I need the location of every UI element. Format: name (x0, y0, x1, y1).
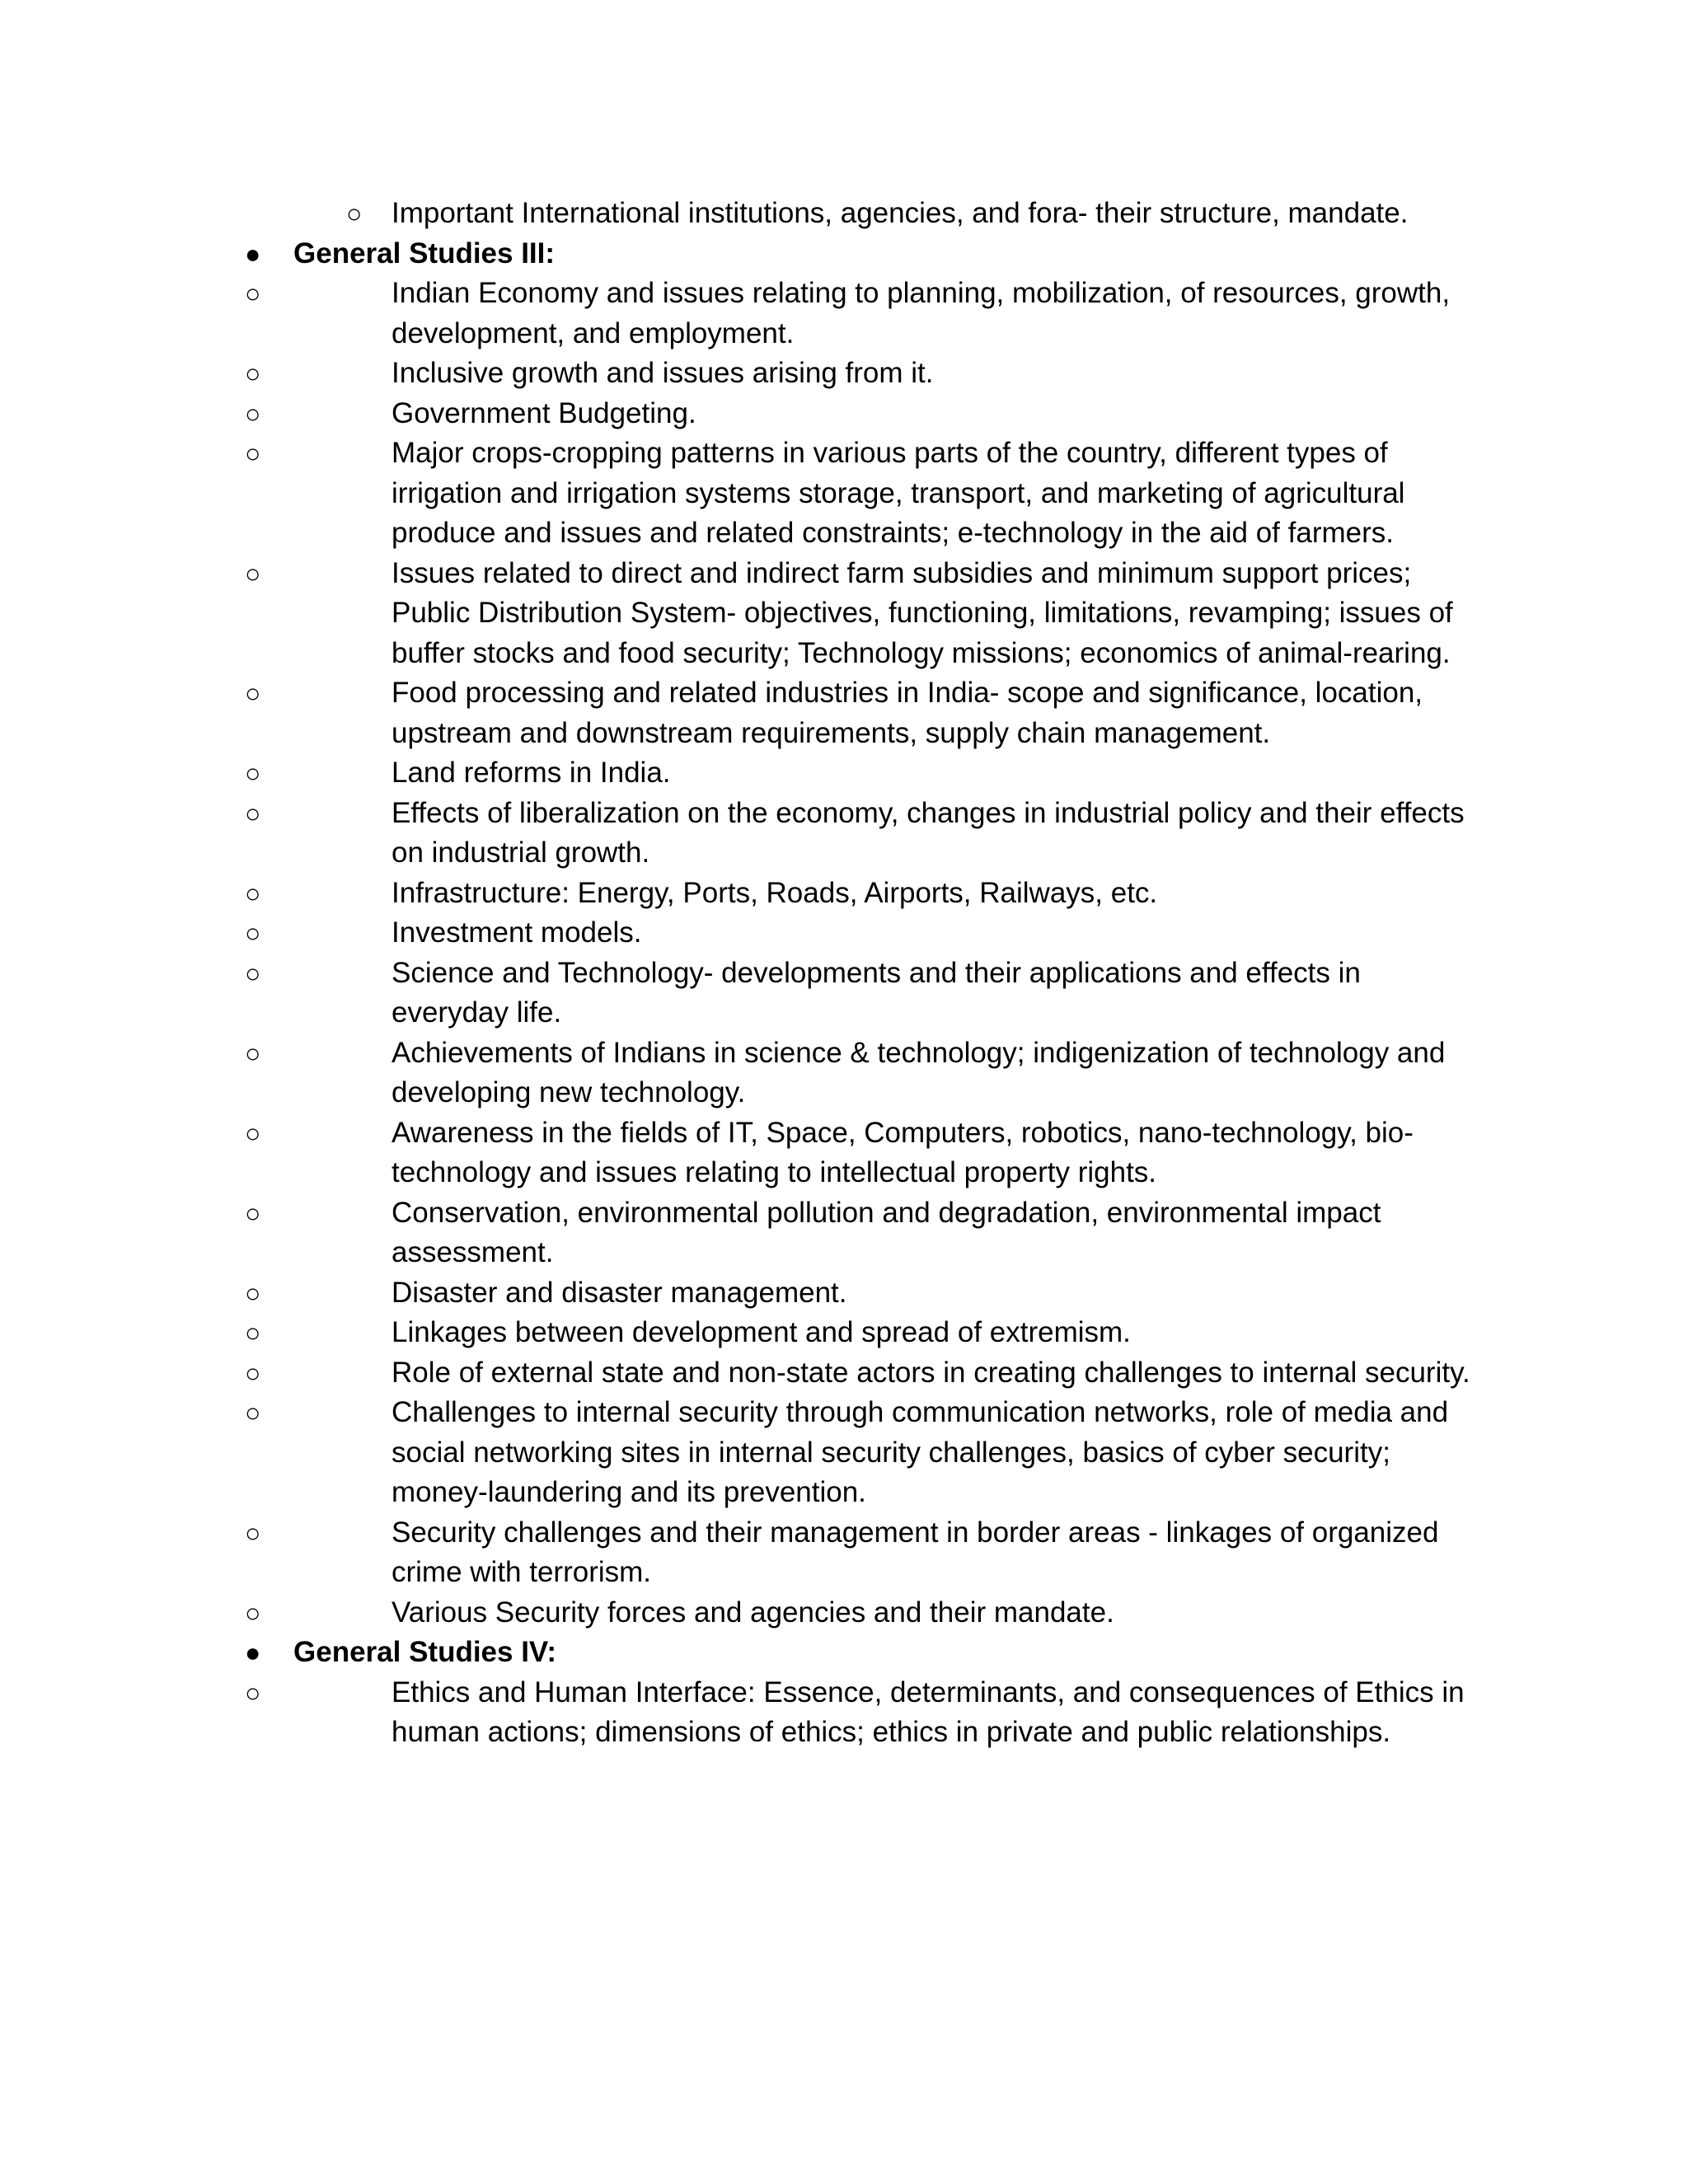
list-item (0, 1273, 1479, 1314)
hollow-bullet-icon: ○ (245, 1197, 261, 1228)
hollow-bullet-icon: ○ (245, 758, 261, 788)
hollow-bullet-icon: ○ (245, 1277, 261, 1308)
list-item-text: Effects of liberalization on the economy, changes in industrial policy and their effects on industrial growth. (392, 796, 1465, 869)
list-item-text: Indian Economy and issues relating to planning, mobilization, of resources, growth, development, and employment. (392, 277, 1451, 349)
list-item-text: Achievements of Indians in science & technology; indigenization of technology and developing new technology. (392, 1036, 1446, 1108)
list-item (0, 394, 1479, 434)
hollow-bullet-icon: ○ (245, 918, 261, 948)
list-item (0, 1513, 1479, 1593)
hollow-bullet-icon: ○ (245, 438, 261, 468)
section-list (0, 234, 1688, 1753)
list-item (0, 1193, 1479, 1273)
list-item (0, 1673, 1479, 1753)
hollow-bullet-icon: ○ (245, 1118, 261, 1148)
hollow-bullet-icon: ○ (245, 878, 261, 908)
list-item-text: Awareness in the fields of IT, Space, Computers, robotics, nano-technology, bio-technology and issues relating to intellectual property rights. (392, 1116, 1414, 1188)
list-item-text: Science and Technology- developments and their applications and effects in everyday life. (392, 956, 1361, 1029)
list-item-text: Infrastructure: Energy, Ports, Roads, Airports, Railways, etc. (392, 876, 1158, 909)
section-title: General Studies III: (293, 237, 556, 269)
hollow-bullet-icon: ○ (346, 199, 363, 228)
list-item-text: Various Security forces and agencies and their mandate. (392, 1596, 1114, 1629)
list-item-text: Food processing and related industries in India- scope and significance, location, upstream and downstream requirements, supply chain management. (392, 677, 1423, 749)
hollow-bullet-icon: ○ (245, 398, 261, 429)
list-item (0, 1353, 1479, 1394)
list-item-text: Security challenges and their management in border areas - linkages of organized crime with terrorism. (392, 1516, 1439, 1588)
filled-bullet-icon: ● (245, 238, 261, 269)
list-item-text: Conservation, environmental pollution and degradation, environmental impact assessment. (392, 1196, 1381, 1268)
list-item-text: Role of external state and non-state actors in creating challenges to internal security. (392, 1356, 1470, 1389)
hollow-bullet-icon: ○ (245, 678, 261, 708)
list-item (0, 554, 1479, 674)
list-item-text: Challenges to internal security through communication networks, role of media and social networking sites in internal security challenges, basics of cyber security; money-laundering and its prevention. (392, 1396, 1449, 1508)
list-item-text: Government Budgeting. (392, 396, 696, 429)
hollow-bullet-icon: ○ (245, 798, 261, 828)
list-item-text: Inclusive growth and issues arising from it. (392, 357, 934, 389)
list-item (0, 434, 1479, 554)
list-item (0, 1113, 1479, 1193)
hollow-bullet-icon: ○ (245, 1677, 261, 1708)
section-items-list (245, 274, 1688, 1633)
list-item-text: Issues related to direct and indirect farm subsidies and minimum support prices; Public Distribution System- objectives, functioning, limitations, revamping; issues of buffer stocks and food security; Technology missions; economics of animal-rearing. (392, 556, 1453, 669)
list-item (0, 673, 1479, 753)
list-item (0, 1593, 1479, 1633)
document-body (0, 194, 1688, 1753)
list-item-text: Land reforms in India. (392, 757, 671, 789)
bullet-list (0, 194, 1688, 234)
filled-bullet-icon: ● (245, 1638, 261, 1667)
hollow-bullet-icon: ○ (245, 958, 261, 988)
list-item-text: Ethics and Human Interface: Essence, determinants, and consequences of Ethics in human actions; dimensions of ethics; ethics in private and public relationships. (392, 1675, 1465, 1748)
section-title: General Studies IV: (293, 1636, 556, 1668)
section-items-list (245, 1673, 1688, 1753)
list-item (0, 913, 1479, 954)
list-item-text: Major crops-cropping patterns in various parts of the country, different types of irrigation and irrigation systems storage, transport, and marketing of agricultural produce and issues and related constraints; e-technology in the aid of farmers. (392, 437, 1405, 549)
list-item-text: Investment models. (392, 916, 642, 949)
hollow-bullet-icon: ○ (245, 1597, 261, 1628)
list-item (0, 794, 1479, 874)
hollow-bullet-icon: ○ (245, 1517, 261, 1548)
hollow-bullet-icon: ○ (245, 558, 261, 588)
list-item (0, 954, 1479, 1033)
hollow-bullet-icon: ○ (245, 359, 261, 388)
list-item (0, 874, 1479, 914)
section-heading-item (0, 234, 1688, 1633)
list-item (0, 753, 1479, 794)
list-item (0, 1033, 1479, 1113)
section-heading-item (0, 1633, 1688, 1753)
hollow-bullet-icon: ○ (245, 279, 261, 308)
list-item (0, 1313, 1479, 1353)
list-item-text: Disaster and disaster management. (392, 1276, 847, 1309)
hollow-bullet-icon: ○ (245, 1318, 261, 1347)
hollow-bullet-icon: ○ (245, 1357, 261, 1388)
list-item (0, 1393, 1479, 1513)
list-item-text: Important International institutions, agencies, and fora- their structure, mandate. (392, 197, 1409, 229)
hollow-bullet-icon: ○ (245, 1398, 261, 1427)
list-item (0, 354, 1479, 394)
hollow-bullet-icon: ○ (245, 1038, 261, 1068)
list-item (0, 274, 1479, 354)
list-item (0, 194, 1479, 234)
list-item-text: Linkages between development and spread of extremism. (392, 1316, 1131, 1348)
